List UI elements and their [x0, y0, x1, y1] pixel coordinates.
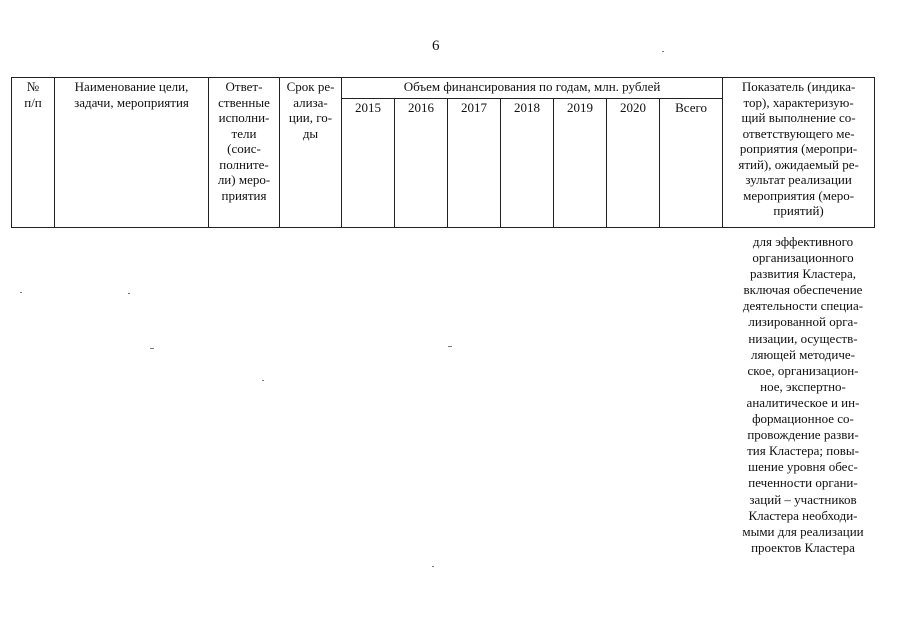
- funding-table: [11, 77, 875, 228]
- continuation-line: организационного: [752, 250, 854, 266]
- continuation-line: для эффективного: [752, 234, 854, 249]
- continuation-line: включая обеспечение: [743, 282, 863, 298]
- header-row-top: [12, 78, 875, 99]
- continuation-line: ляющей методиче-: [750, 346, 855, 362]
- scan-speck: [262, 380, 264, 381]
- continuation-line: мыми для реализации: [742, 523, 864, 539]
- header-executors-line: Ответ-: [225, 79, 263, 94]
- continuation-line: Кластера необходи-: [748, 507, 858, 523]
- header-num-line: №: [26, 79, 40, 94]
- header-name-line: задачи, мероприятия: [74, 94, 189, 110]
- header-executors-line: ли) меро-: [217, 172, 271, 187]
- header-year: 2018: [501, 99, 554, 228]
- continuation-line: аналитическое и ин-: [746, 394, 860, 410]
- header-year: 2016: [395, 99, 448, 228]
- indicator-continuation-text: [727, 234, 879, 556]
- continuation-line: деятельности специа-: [742, 298, 864, 314]
- continuation-line: развития Кластера,: [749, 266, 857, 282]
- header-financing: Объем финансирования по годам, млн. рублей: [342, 78, 723, 99]
- header-term-line: ции, го-: [288, 110, 333, 125]
- scan-speck: [448, 346, 452, 347]
- page-number: 6: [432, 38, 440, 54]
- continuation-line: низации, осуществ-: [748, 330, 858, 346]
- header-indicator-line: ответствующего ме-: [742, 125, 855, 141]
- scan-speck: [150, 348, 154, 349]
- continuation-line: провождение разви-: [747, 427, 859, 443]
- header-executors-line: приятия: [221, 187, 267, 203]
- header-executors: [209, 78, 280, 228]
- header-num-line: п/п: [24, 94, 42, 110]
- header-indicator-line: тор), характеризую-: [743, 94, 854, 110]
- header-term-line: ды: [302, 125, 319, 141]
- header-indicator-line: Показатель (индика-: [741, 79, 856, 94]
- continuation-line: лизированной орга-: [748, 314, 858, 330]
- continuation-line: формационное со-: [752, 411, 854, 427]
- header-year: 2015: [342, 99, 395, 228]
- header-year: 2020: [607, 99, 660, 228]
- header-indicator-line: приятий): [773, 203, 824, 218]
- header-name: [55, 78, 209, 228]
- continuation-line: проектов Кластера: [751, 539, 855, 555]
- scan-speck: [20, 292, 22, 293]
- header-num: [12, 78, 55, 228]
- header-indicator-line: щий выполнение со-: [741, 110, 856, 125]
- header-term-line: Срок ре-: [286, 79, 335, 94]
- header-term-line: ализа-: [293, 94, 328, 110]
- header-executors-line: исполни-: [218, 110, 270, 125]
- header-executors-line: тели: [231, 125, 257, 141]
- header-executors-line: полните-: [219, 156, 269, 172]
- header-indicator-line: зультат реализации: [745, 172, 852, 187]
- scan-speck: [662, 51, 664, 52]
- continuation-line: заций – участников: [749, 491, 857, 507]
- header-executors-line: (соис-: [227, 141, 261, 156]
- continuation-line: печенности органи-: [748, 475, 858, 491]
- header-indicator-line: мероприятия (меро-: [743, 187, 855, 203]
- scan-speck: [128, 293, 130, 294]
- continuation-line: ное, экспертно-: [760, 378, 846, 394]
- header-indicator: [723, 78, 875, 228]
- continuation-line: шение уровня обес-: [748, 459, 858, 475]
- continuation-line: ское, организацион-: [747, 362, 859, 378]
- header-indicator-line: роприятия (меропри-: [739, 141, 858, 156]
- header-executors-line: ственные: [218, 94, 270, 110]
- header-year-total: Всего: [660, 99, 723, 228]
- header-year: 2017: [448, 99, 501, 228]
- header-indicator-line: ятий), ожидаемый ре-: [738, 156, 859, 172]
- scan-speck: [432, 566, 434, 567]
- header-name-line: Наименование цели,: [74, 79, 189, 94]
- continuation-line: тия Кластера; повы-: [747, 443, 859, 459]
- header-year: 2019: [554, 99, 607, 228]
- header-term: [280, 78, 342, 228]
